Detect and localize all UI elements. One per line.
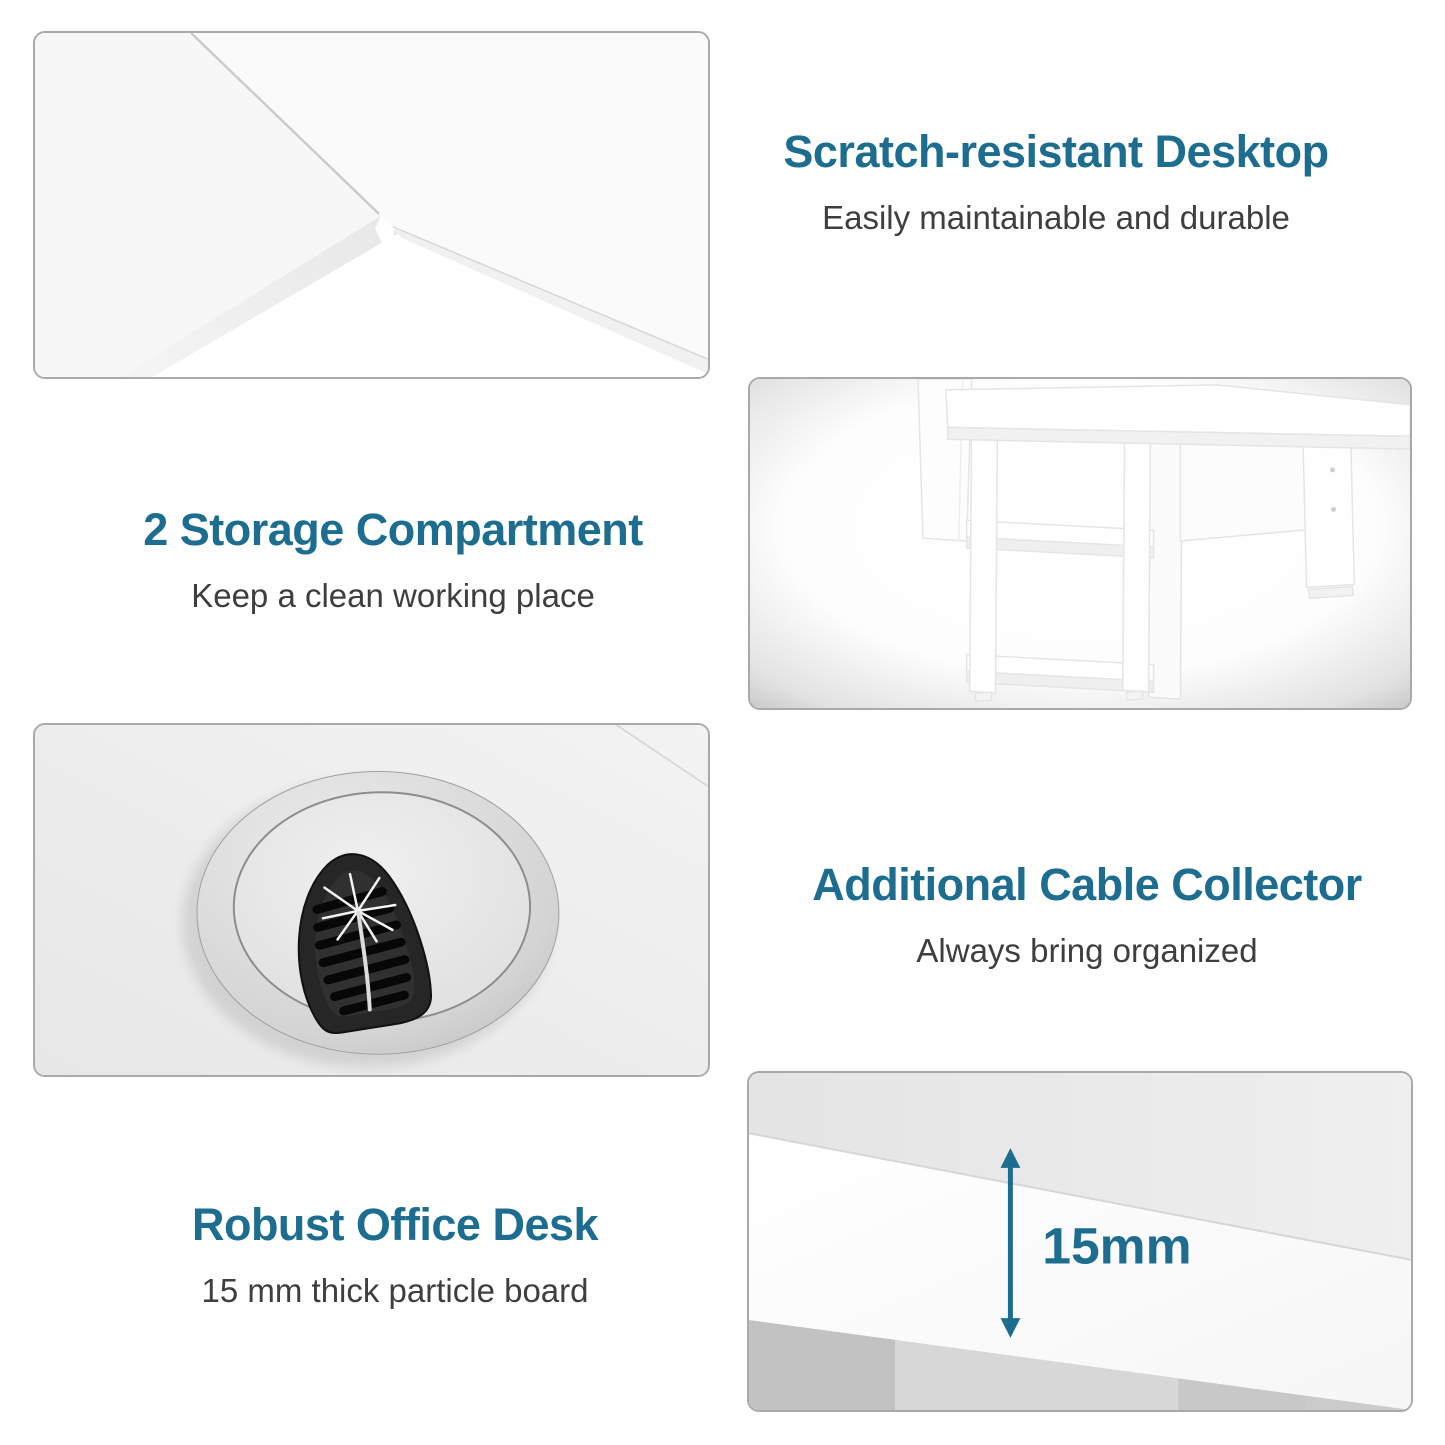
storage-desk-illustration [750, 379, 1410, 708]
feature-title: Additional Cable Collector [812, 859, 1362, 910]
feature-scratch-resistant [746, 126, 1366, 236]
feature-robust-desk [85, 1199, 705, 1309]
feature-cable-collector [777, 859, 1397, 969]
feature-title: Scratch-resistant Desktop [783, 126, 1329, 177]
photo-desk-with-shelves [748, 377, 1412, 710]
grommet-illustration [35, 725, 708, 1075]
right-leg-foot [1309, 586, 1354, 598]
desktop-corner-illustration [35, 33, 708, 377]
right-leg-panel [1303, 424, 1355, 587]
feature-title: Robust Office Desk [191, 1199, 599, 1250]
edge-thickness-illustration [749, 1073, 1411, 1410]
right-post-foot [1127, 691, 1143, 700]
feature-title: 2 Storage Compartment [143, 504, 643, 555]
screw-dot [1330, 467, 1335, 472]
desk-apron [1180, 438, 1312, 541]
thickness-label: 15mm [1042, 1216, 1192, 1275]
feature-storage-compartment [83, 504, 703, 614]
feature-subtitle: Always bring organized [916, 932, 1258, 969]
feature-subtitle: Easily maintainable and durable [822, 199, 1290, 236]
screw-dot [1331, 507, 1336, 512]
photo-cable-grommet [33, 723, 710, 1077]
shelf-right-post [1123, 417, 1151, 693]
photo-edge-thickness [747, 1071, 1413, 1412]
left-post-foot [976, 692, 992, 701]
feature-subtitle: 15 mm thick particle board [201, 1272, 589, 1309]
shelf-left-post [970, 411, 998, 694]
feature-subtitle: Keep a clean working place [191, 577, 595, 614]
photo-desktop-corner [33, 31, 710, 379]
